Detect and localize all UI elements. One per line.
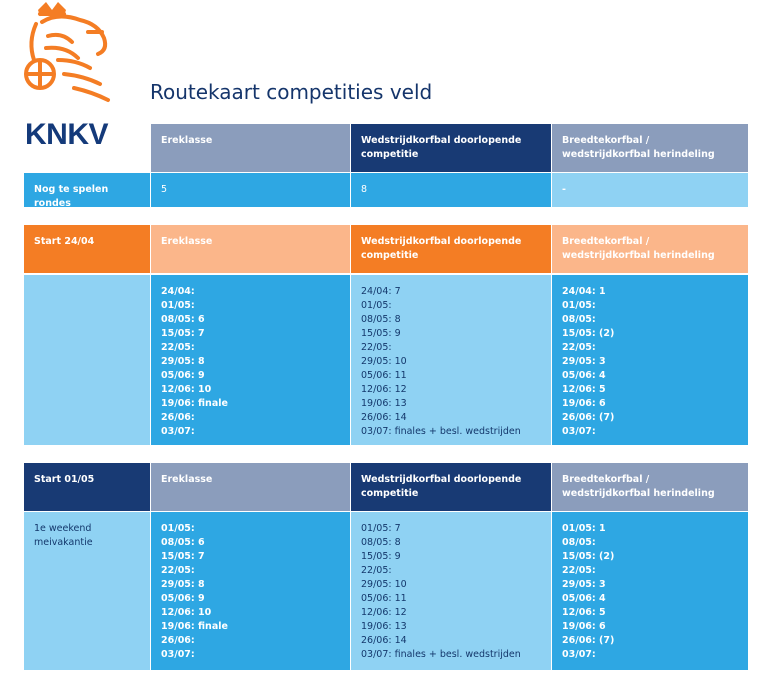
knkv-brand-wordmark: KNKV (25, 118, 109, 151)
schedule-entry: 22/05: (161, 565, 195, 576)
section2-note-line2: meivakantie (34, 537, 93, 548)
schedule-entry: 12/06: 12 (361, 384, 407, 395)
schedule-entry: 12/06: 10 (161, 607, 212, 618)
schedule-entry: 15/05: 7 (161, 551, 205, 562)
section1-col1-schedule (151, 275, 350, 445)
schedule-entry: 03/07: (161, 649, 195, 660)
section1-header-col2: Wedstrijdkorfbal doorlopende competitie (351, 225, 551, 273)
schedule-entry: 08/05: 6 (161, 537, 205, 548)
schedule-entry: 26/06: 14 (361, 635, 407, 646)
schedule-entry: 01/05: (161, 300, 195, 311)
schedule-entry: 12/06: 5 (562, 607, 606, 618)
schedule-entry: 19/06: 6 (562, 621, 606, 632)
schedule-entry: 05/06: 4 (562, 370, 606, 381)
schedule-entry: 01/05: 1 (562, 523, 606, 534)
section1-header-col1: Ereklasse (151, 225, 350, 273)
header-col3-breedtekorfbal: Breedtekorfbal / wedstrijdkorfbal herindeling (552, 124, 748, 172)
schedule-entry: 22/05: (361, 565, 392, 576)
schedule-entry: 26/06: (7) (562, 635, 615, 646)
schedule-entry: 19/06: 6 (562, 398, 606, 409)
schedule-entry: 26/06: (161, 635, 195, 646)
section1-col2-schedule (351, 275, 551, 445)
rounds-label: Nog te spelen rondes (24, 173, 150, 207)
section2-col1-schedule (151, 512, 350, 670)
schedule-entry: 26/06: (161, 412, 195, 423)
schedule-entry: 26/06: 14 (361, 412, 407, 423)
schedule-entry: 08/05: 6 (161, 314, 205, 325)
schedule-entry: 22/05: (562, 342, 596, 353)
schedule-entry: 15/05: (2) (562, 328, 615, 339)
schedule-entry: 08/05: (562, 537, 596, 548)
schedule-entry: 03/07: (562, 426, 596, 437)
schedule-entry: 29/05: 8 (161, 579, 205, 590)
section2-note (24, 512, 150, 670)
section2-header-col2: Wedstrijdkorfbal doorlopende competitie (351, 463, 551, 511)
schedule-entry: 29/05: 10 (361, 579, 407, 590)
schedule-entry: 26/06: (7) (562, 412, 615, 423)
section1-start-label: Start 24/04 (24, 225, 150, 273)
schedule-entry: 01/05: (562, 300, 596, 311)
schedule-entry: 08/05: 8 (361, 537, 401, 548)
schedule-entry: 08/05: 8 (361, 314, 401, 325)
schedule-entry: 03/07: finales + besl. wedstrijden (361, 649, 521, 660)
section1-header-col3: Breedtekorfbal / wedstrijdkorfbal herindeling (552, 225, 748, 273)
schedule-entry: 29/05: 3 (562, 579, 606, 590)
schedule-entry: 05/06: 4 (562, 593, 606, 604)
schedule-entry: 22/05: (161, 342, 195, 353)
schedule-entry: 03/07: (161, 426, 195, 437)
schedule-entry: 05/06: 11 (361, 370, 407, 381)
schedule-entry: 15/05: 9 (361, 551, 401, 562)
header-col2-wedstrijdkorfbal: Wedstrijdkorfbal doorlopende competitie (351, 124, 551, 172)
rounds-col2-value: 8 (351, 173, 551, 207)
schedule-entry: 29/05: 8 (161, 356, 205, 367)
schedule-entry: 03/07: finales + besl. wedstrijden (361, 426, 521, 437)
schedule-entry: 05/06: 11 (361, 593, 407, 604)
section1-col3-schedule (552, 275, 748, 445)
section2-header-col3: Breedtekorfbal / wedstrijdkorfbal herindeling (552, 463, 748, 511)
schedule-entry: 19/06: finale (161, 621, 228, 632)
schedule-entry: 29/05: 10 (361, 356, 407, 367)
schedule-entry: 24/04: 1 (562, 286, 606, 297)
schedule-entry: 19/06: 13 (361, 398, 407, 409)
schedule-entry: 19/06: 13 (361, 621, 407, 632)
section2-col3-schedule (552, 512, 748, 670)
schedule-entry: 03/07: (562, 649, 596, 660)
schedule-entry: 08/05: (562, 314, 596, 325)
schedule-entry: 12/06: 12 (361, 607, 407, 618)
header-col1-ereklasse: Ereklasse (151, 124, 350, 172)
schedule-entry: 12/06: 5 (562, 384, 606, 395)
schedule-entry: 29/05: 3 (562, 356, 606, 367)
schedule-entry: 01/05: (161, 523, 195, 534)
schedule-entry: 19/06: finale (161, 398, 228, 409)
schedule-entry: 22/05: (361, 342, 392, 353)
schedule-entry: 15/05: (2) (562, 551, 615, 562)
section2-col2-schedule (351, 512, 551, 670)
section1-note (24, 275, 150, 445)
knkv-lion-logo (18, 2, 116, 110)
section2-note-line1: 1e weekend (34, 523, 92, 534)
schedule-entry: 24/04: 7 (361, 286, 401, 297)
rounds-col1-value: 5 (151, 173, 350, 207)
schedule-entry: 12/06: 10 (161, 384, 212, 395)
schedule-entry: 15/05: 9 (361, 328, 401, 339)
page-title: Routekaart competities veld (150, 80, 433, 104)
rounds-col3-value: - (552, 173, 748, 207)
schedule-entry: 15/05: 7 (161, 328, 205, 339)
schedule-entry: 01/05: (361, 300, 392, 311)
schedule-entry: 05/06: 9 (161, 593, 205, 604)
schedule-entry: 24/04: (161, 286, 195, 297)
section2-start-label: Start 01/05 (24, 463, 150, 511)
schedule-entry: 05/06: 9 (161, 370, 205, 381)
schedule-entry: 22/05: (562, 565, 596, 576)
schedule-entry: 01/05: 7 (361, 523, 401, 534)
section2-header-col1: Ereklasse (151, 463, 350, 511)
